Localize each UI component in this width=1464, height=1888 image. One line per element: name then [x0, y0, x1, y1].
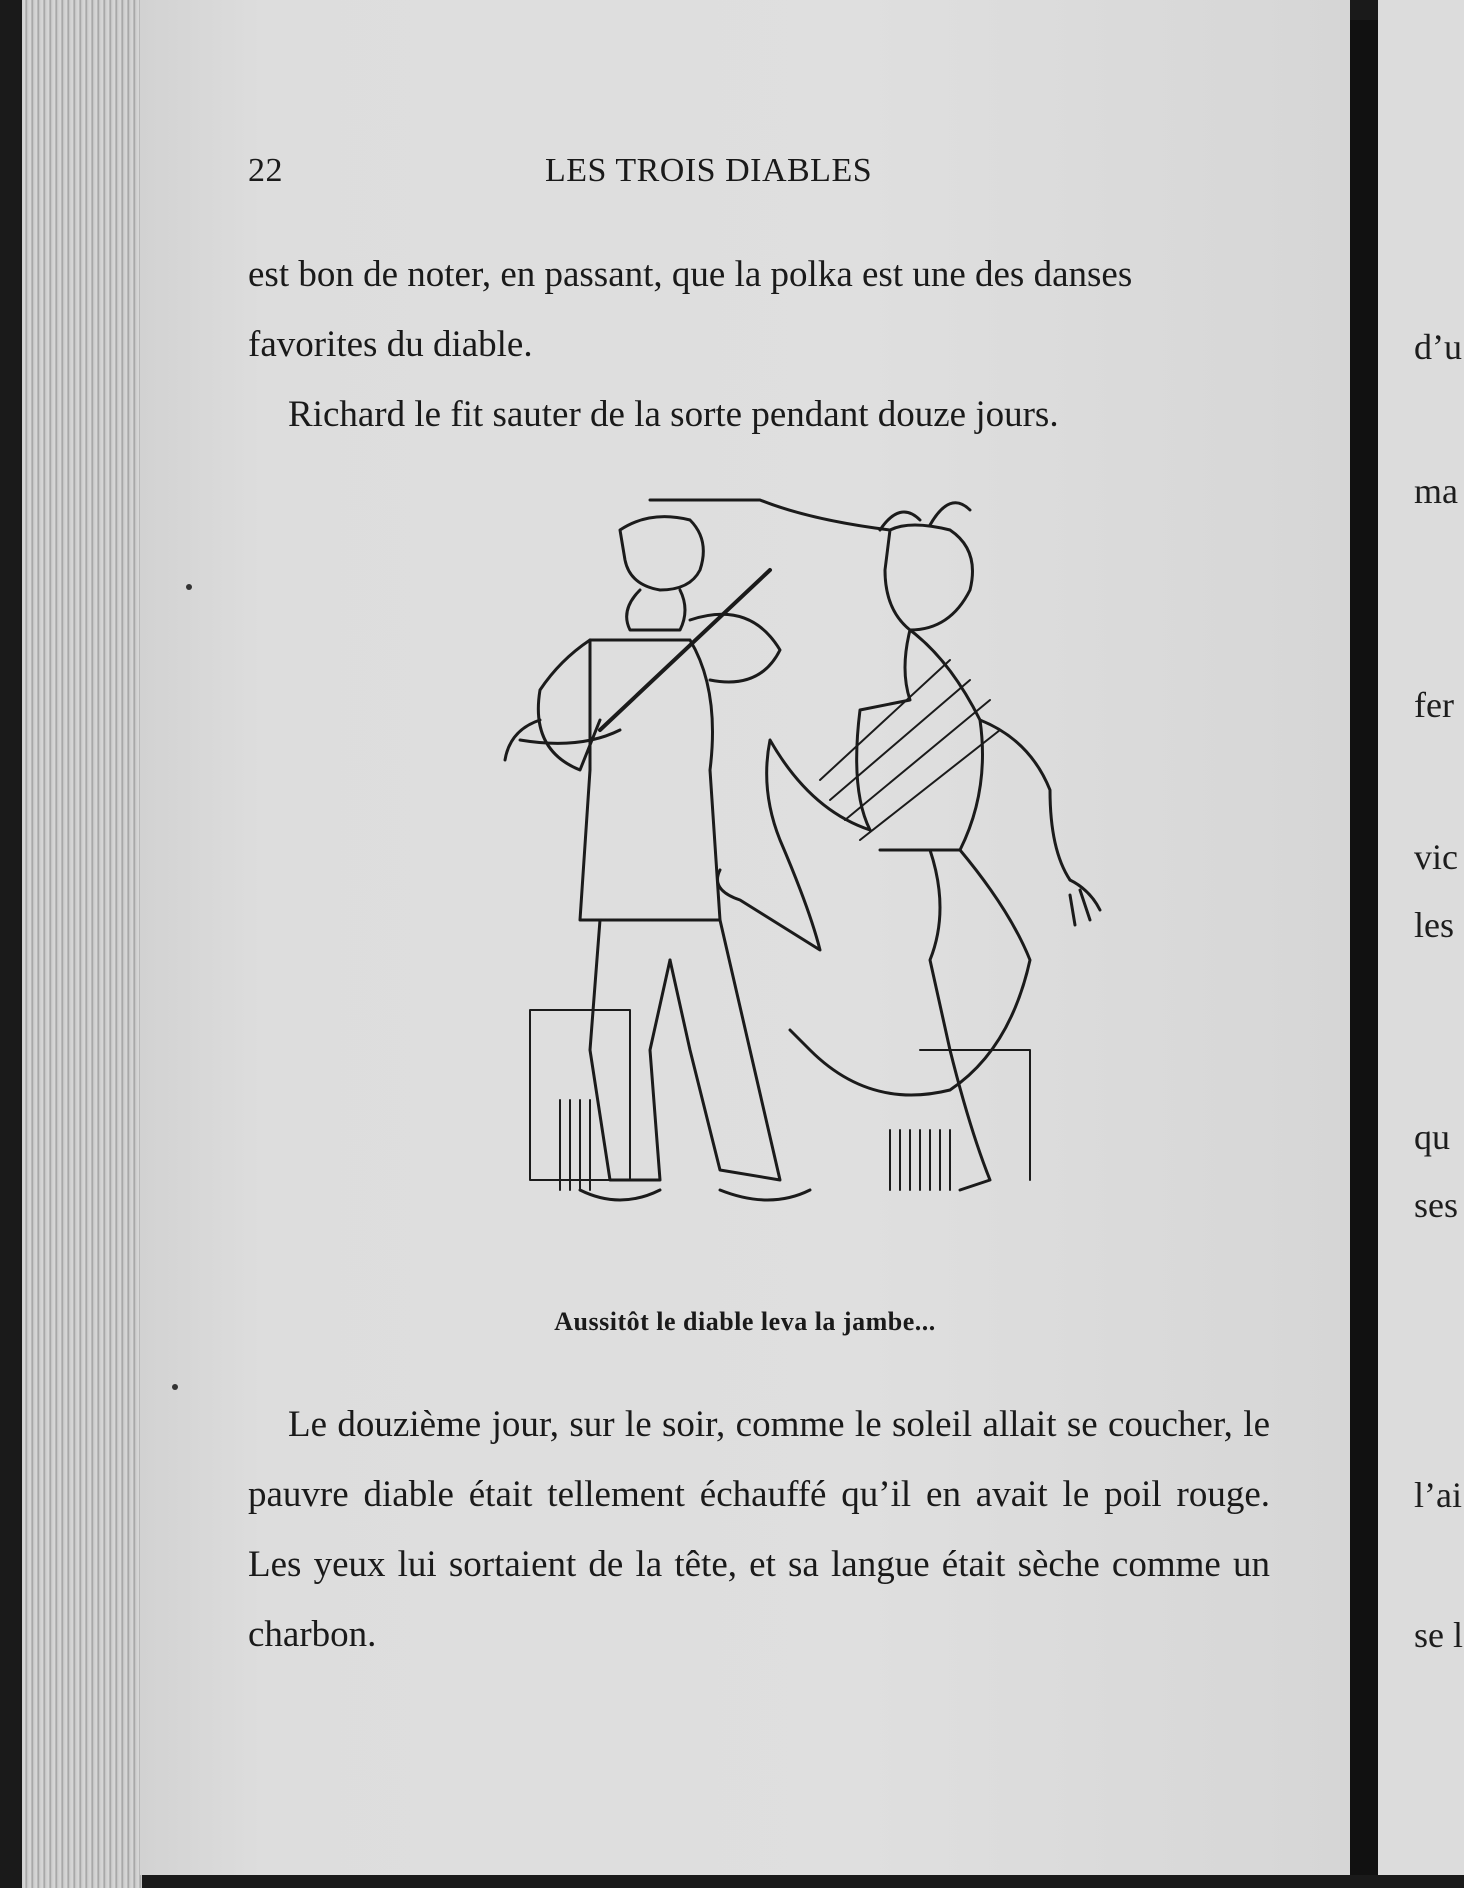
- facing-page-fragment: fer: [1414, 685, 1454, 725]
- facing-page-fragment: ma: [1414, 471, 1458, 511]
- book-gutter: [1350, 20, 1378, 1875]
- facing-page-fragment: ses: [1414, 1185, 1458, 1225]
- ink-speck: [186, 584, 192, 590]
- facing-page-fragment: vic: [1414, 837, 1458, 877]
- facing-page-fragment: l’ai: [1414, 1475, 1462, 1515]
- page-edge-stack: [22, 0, 142, 1888]
- running-title: LES TROIS DIABLES: [545, 152, 873, 189]
- devil-figure: [650, 500, 1100, 1190]
- facing-page-fragment: qu: [1414, 1117, 1450, 1157]
- paragraph-1: est bon de noter, en passant, que la polka est une des danses favorites du diable.: [248, 254, 1133, 365]
- paragraph-2-text: Richard le fit sauter de la sorte pendant douze jours.: [288, 394, 1059, 435]
- facing-page-fragment: les: [1414, 905, 1454, 945]
- fiddler-and-devil-illustration: [390, 490, 1290, 1280]
- ink-speck: [172, 1384, 178, 1390]
- fiddler-figure: [505, 517, 810, 1200]
- page-number: 22: [248, 152, 283, 189]
- facing-page-fragment: d’u: [1414, 327, 1462, 367]
- facing-page-edge: [1378, 0, 1464, 1875]
- book-page: [140, 0, 1350, 1875]
- paragraph-3: [248, 1390, 1270, 1670]
- paragraph-3-text: Le douzième jour, sur le soir, comme le soleil allait se coucher, le pauvre diable était tellement échauffé qu’il en avait le poil rouge. Les yeux lui sortaient de la tête, et sa langue était sèche comme un charbon.: [248, 1404, 1270, 1655]
- paragraph-2: [248, 380, 1270, 450]
- illustration-caption: Aussitôt le diable leva la jambe...: [554, 1307, 936, 1336]
- facing-page-fragment: se l: [1414, 1615, 1463, 1655]
